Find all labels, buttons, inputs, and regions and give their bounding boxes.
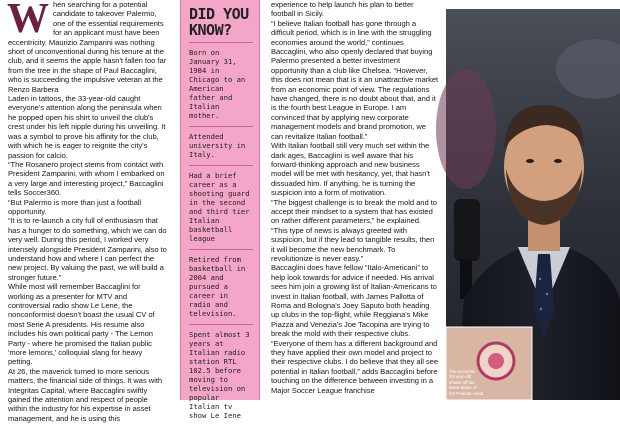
paragraph: Baccaglini does have fellow “Italo-Americani” to help look towards for advice if needed. His arrival sees him join a growing list of Italian-Americans to invest in Italian football, with James Pallotta of Roma and Bologna's Joey Saputo both heading up clubs in the top-flight, while Reggiana's Mike Piazza and Venezia's Joe Tacopina are trying to break the mold with their respective clubs. [271, 263, 437, 339]
caption-line: latest tattoo of [449, 385, 477, 391]
drop-cap: W [7, 0, 49, 42]
paragraph: While most will remember Baccaglini for working as a presenter for MTV and controversial radio show Le Lene, the nonconformist doesn't boast the usual CV of most Serie A presidents. His resume also includes his own political party - The Lemon Party - where he promised the Italian public 'more lemons,' colloquial slang for heavy petting. [8, 282, 155, 367]
paragraph: At 26, the maverick turned to more serious matters, the financial side of things. It was with Integritas Capital, where Baccaglini swiftly gained the attention and respect of people within the industry for his expertise in asset management, and he is using this [8, 366, 163, 423]
paragraph: “It is to re-launch a city full of enthusiasm that has a hunger to do something, which we can do very well. During this period, I worked very intensely alongside President Zamparini, also to understand how and where I can perfect the new project. By valuing the past, we will build a stronger future.” [8, 216, 167, 282]
caption-line: 33-year-old [449, 374, 472, 380]
paragraph: “But Palermo is more than just a football opportunity. [8, 197, 142, 216]
article-column-1 [7, 0, 168, 423]
fact-item: Spent almost 3 years at Italian radio station RTL 102.5 before moving to television on popular Italian tv show Le Iene [189, 324, 253, 426]
article-column-3 [271, 0, 439, 400]
paragraph: “The biggest challenge is to break the mold and to accept their mindset to a system that has existed on rather different parameters,” he explained. “This type of news is always greeted with suspicion, but if they lead to tangible results, then it will become the new benchmark. To revolutionize is never easy.” [271, 197, 437, 263]
portrait-photo [446, 9, 620, 400]
paragraph: “Everyone of them has a different background and they have applied their own model and project to their respective clubs. I do believe that they all see potential in Italian football,” adds Baccaglini before touching on the difference between investing in a Major Soccer League franchise [271, 338, 438, 395]
paragraph: Laden in tattoos, the 33-year-old caught everyone's attention along the peninsula when he popped open his shirt to unveil the club's crest under his left nipple during his unveiling. It was a symbol to prove his affinity for the club, with which he is eager to reignite the city's passion for calcio. [8, 94, 166, 160]
paragraph: hen searching for a potential candidate to takeover Palermo, one of the essential requirements for an applicant must have been eccentricity. Maurizio Zamparini was nothing short of unconventional during his tenure at the club, and it seems the apple hasn't fallen too far from the tree in the shape of Paul Baccaglini, who is succeeding the impulsive veteran at the Renzo Barbera [8, 0, 167, 94]
caption-line: shows off his [449, 379, 475, 385]
paragraph: experience to help launch his plan to better football in Sicily. [271, 0, 414, 19]
caption-line: the Palermo crest [449, 390, 484, 396]
paragraph: “I believe Italian football has gone through a difficult period, which is in line with the struggling economies around the world,” continues Baccaglini, who also openly declared that buying Palermo presented a better investment opportunity than a club like Chelsea. “However, this does not mean that is it an unattractive market from an economic point of view. The regulations have changed, there is no doubt about that, and it is the fourth best League in Europe. I am convinced that by applying new corporate management models and brand promotion, we can revitalize Italian football.” [271, 18, 439, 141]
fact-item: Born on January 31, 1984 in Chicago to an American father and Italian mother. [189, 42, 253, 126]
sidebar-title-line: DID YOU [189, 5, 249, 23]
fact-item: Had a brief career as a shooting guard in the second and third tier Italian basketball league [189, 165, 253, 249]
paragraph: With Italian football still very much set within the dark ages, Baccaglini is well aware that his forward-thinking approach and new business model will be met with hesitancy, yet, that hasn't dissuaded him. If anything, he is turning the suspicion into a form of motivation. [271, 141, 430, 198]
caption-line: The eccentric [449, 369, 476, 374]
photo-illustration [446, 9, 620, 400]
paragraph: “The Rosanero project stems from contact with President Zamparini, with whom I embarked on a very large and interesting project,” Baccaglini tells Soccer360. [8, 159, 165, 198]
fact-item: Retired from basketball in 2004 and pursued a career in radio and television. [189, 249, 253, 324]
did-you-know-sidebar [180, 0, 260, 420]
sidebar-title-line: KNOW? [189, 21, 232, 39]
photo-caption [449, 369, 509, 396]
fact-item: Attended university in Italy. [189, 126, 253, 165]
sidebar-title [189, 6, 253, 38]
